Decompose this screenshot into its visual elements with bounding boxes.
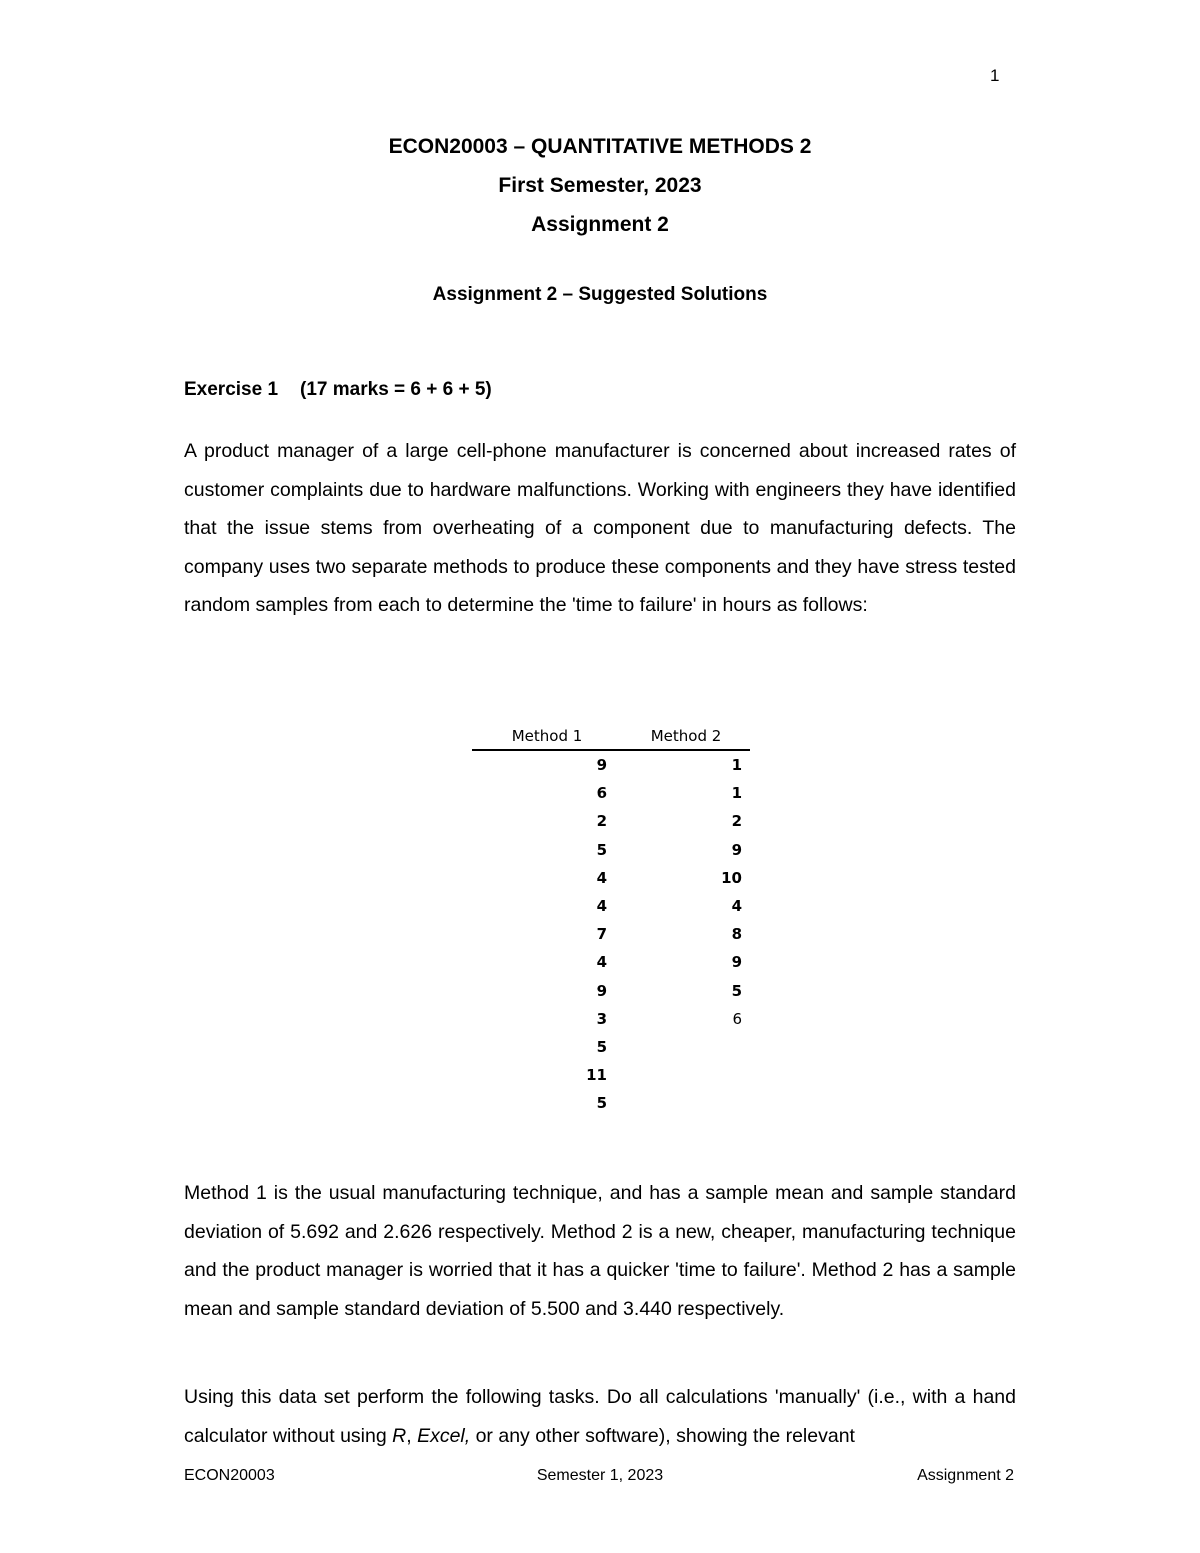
time-to-failure-table bbox=[472, 722, 750, 1117]
method-1-cell: 2 bbox=[596, 812, 607, 831]
method-2-cell: 1 bbox=[731, 756, 742, 775]
table-row bbox=[472, 779, 750, 807]
table-row bbox=[472, 1005, 750, 1033]
intro-paragraph: A product manager of a large cell-phone manufacturer is concerned about increased rates of customer complaints due to hardware malfunctions. Working with engineers they have identified that the issue stems from overheating of a component due to manufacturing defects. The company uses two separate methods to produce these components and they have stress tested random samples from each to determine the 'time to failure' in hours as follows: bbox=[184, 440, 1016, 616]
method-1-cell: 5 bbox=[596, 1037, 607, 1056]
assignment-title: Assignment 2 bbox=[531, 213, 669, 236]
method-2-cell: 6 bbox=[732, 1009, 742, 1028]
table-row bbox=[472, 1033, 750, 1061]
method-2-cell bbox=[622, 1089, 750, 1117]
tasks-excel: Excel, bbox=[417, 1424, 471, 1447]
method-2-cell: 4 bbox=[731, 897, 742, 916]
table-row bbox=[472, 1089, 750, 1117]
method-2-cell: 9 bbox=[731, 840, 742, 859]
method-2-cell: 5 bbox=[731, 981, 742, 1000]
method-2-cell bbox=[622, 1061, 750, 1089]
method-1-cell: 6 bbox=[596, 784, 607, 803]
tasks-text-before: Using this data set perform the following tasks. Do all calculations 'manually' (i.e., with a hand calculator without using bbox=[184, 1386, 1016, 1447]
exercise-heading bbox=[184, 379, 492, 401]
method-2-cell bbox=[622, 1033, 750, 1061]
table-row bbox=[472, 864, 750, 892]
solutions-subtitle: Assignment 2 – Suggested Solutions bbox=[432, 284, 768, 305]
method-1-cell: 4 bbox=[596, 953, 607, 972]
table-row bbox=[472, 892, 750, 920]
semester-title: First Semester, 2023 bbox=[498, 174, 702, 197]
footer-semester: Semester 1, 2023 bbox=[536, 1467, 664, 1484]
table-row bbox=[472, 836, 750, 864]
table-row bbox=[472, 920, 750, 948]
table-row bbox=[472, 1061, 750, 1089]
tasks-text-after: or any other software), showing the relevant bbox=[470, 1424, 855, 1447]
method-1-cell: 5 bbox=[596, 840, 607, 859]
table-row bbox=[472, 948, 750, 976]
method-2-cell: 8 bbox=[731, 925, 742, 944]
exercise-label: Exercise 1 bbox=[184, 379, 279, 400]
exercise-marks: (17 marks = 6 + 6 + 5) bbox=[300, 379, 492, 400]
table-body bbox=[472, 750, 750, 1117]
method-1-cell: 5 bbox=[596, 1094, 607, 1113]
tasks-separator: , bbox=[406, 1424, 418, 1447]
table-header-row bbox=[472, 722, 750, 750]
method-2-cell: 9 bbox=[731, 953, 742, 972]
method-1-cell: 9 bbox=[596, 981, 607, 1000]
column-header-method-2: Method 2 bbox=[622, 722, 750, 750]
method-2-cell: 2 bbox=[731, 812, 742, 831]
footer-assignment: Assignment 2 bbox=[917, 1467, 1014, 1484]
method-1-cell: 7 bbox=[596, 925, 607, 944]
table-row bbox=[472, 977, 750, 1005]
footer-course: ECON20003 bbox=[184, 1467, 275, 1484]
method-1-cell: 11 bbox=[586, 1066, 607, 1085]
method-1-cell: 4 bbox=[596, 868, 607, 887]
column-header-method-1: Method 1 bbox=[472, 722, 622, 750]
method-2-cell: 10 bbox=[721, 868, 742, 887]
tasks-r: R bbox=[392, 1424, 407, 1447]
method-1-cell: 9 bbox=[596, 756, 607, 775]
table-row bbox=[472, 750, 750, 779]
methods-paragraph: Method 1 is the usual manufacturing technique, and has a sample mean and sample standard deviation of 5.692 and 2.626 respectively. Method 2 is a new, cheaper, manufacturing technique and the product manager is worried that it has a quicker 'time to failure'. Method 2 has a sample mean and sample standard deviation of 5.500 and 3.440 respectively. bbox=[184, 1182, 1016, 1320]
method-1-cell: 3 bbox=[596, 1009, 607, 1028]
method-1-cell: 4 bbox=[596, 897, 607, 916]
course-title: ECON20003 – QUANTITATIVE METHODS 2 bbox=[388, 135, 812, 158]
table-row bbox=[472, 807, 750, 835]
tasks-paragraph bbox=[184, 1378, 1016, 1455]
page-number: 1 bbox=[990, 66, 1000, 85]
method-2-cell: 1 bbox=[731, 784, 742, 803]
